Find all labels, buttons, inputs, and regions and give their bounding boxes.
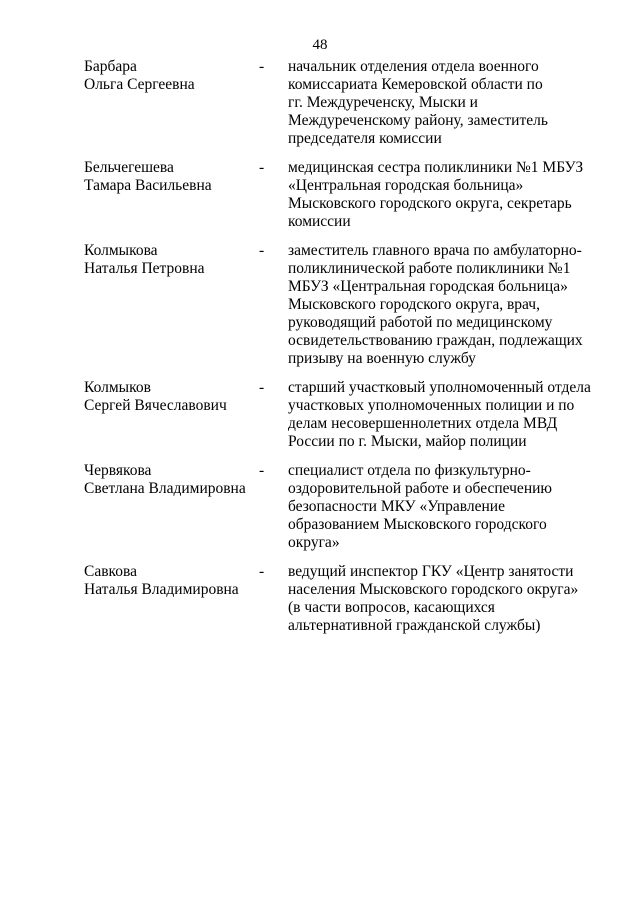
member-surname: Бельчегешева <box>84 159 174 176</box>
member-role-line: заместитель главного врача по амбулаторно- <box>288 242 582 259</box>
member-role-line: России по г. Мыски, майор полиции <box>288 433 527 450</box>
member-role-line: гг. Междуреченску, Мыски и <box>288 94 478 111</box>
member-given-names: Сергей Вячеславович <box>84 397 227 414</box>
member-role-line: начальник отделения отдела военного <box>288 58 539 75</box>
member-role <box>288 159 598 231</box>
member-role-line: округа» <box>288 534 340 551</box>
dash-separator: - <box>259 242 265 259</box>
member-surname: Барбара <box>84 58 137 75</box>
commission-members-list <box>84 58 604 646</box>
member-role-line: медицинская сестра поликлиники №1 МБУЗ <box>288 159 584 176</box>
dash-separator: - <box>259 159 265 176</box>
member-entry <box>84 462 604 552</box>
member-role-line: альтернативной гражданской службы) <box>288 617 541 634</box>
page-number: 48 <box>312 37 328 53</box>
dash-separator: - <box>259 58 265 75</box>
member-role-line: комиссариата Кемеровской области по <box>288 76 543 93</box>
member-role-line: образованием Мысковского городского <box>288 516 547 533</box>
member-given-names: Наталья Владимировна <box>84 581 239 598</box>
member-role <box>288 462 598 552</box>
member-surname: Колмыкова <box>84 242 158 259</box>
member-role-line: участковых уполномоченных полиции и по <box>288 397 575 414</box>
dash-separator: - <box>259 462 265 479</box>
member-role-line: (в части вопросов, касающихся <box>288 599 495 616</box>
member-role-line: Мысковского городского округа, врач, <box>288 296 540 313</box>
member-surname: Червякова <box>84 462 152 479</box>
member-surname: Савкова <box>84 563 138 580</box>
member-name <box>84 58 259 94</box>
member-entry <box>84 379 604 451</box>
member-role-line: делам несовершеннолетних отдела МВД <box>288 415 558 432</box>
member-name <box>84 462 259 498</box>
member-role <box>288 242 598 368</box>
member-given-names: Наталья Петровна <box>84 260 205 277</box>
member-role-line: комиссии <box>288 213 351 230</box>
member-role-line: безопасности МКУ «Управление <box>288 498 505 515</box>
member-role-line: Мысковского городского округа, секретарь <box>288 195 572 212</box>
member-surname: Колмыков <box>84 379 151 396</box>
member-role-line: Междуреченскому району, заместитель <box>288 112 548 129</box>
member-name <box>84 242 259 278</box>
member-name <box>84 379 259 415</box>
member-entry <box>84 58 604 148</box>
member-name <box>84 563 259 599</box>
dash-separator: - <box>259 379 265 396</box>
member-role-line: МБУЗ «Центральная городская больница» <box>288 278 568 295</box>
member-role-line: «Центральная городская больница» <box>288 177 524 194</box>
member-entry <box>84 242 604 368</box>
member-name <box>84 159 259 195</box>
member-role-line: призыву на военную службу <box>288 350 476 367</box>
member-role-line: оздоровительной работе и обеспечению <box>288 480 552 497</box>
member-role-line: специалист отдела по физкультурно- <box>288 462 531 479</box>
member-role <box>288 379 598 451</box>
member-given-names: Светлана Владимировна <box>84 480 246 497</box>
member-role-line: старший участковый уполномоченный отдела <box>288 379 591 396</box>
member-role-line: руководящий работой по медицинскому <box>288 314 553 331</box>
member-role-line: поликлинической работе поликлиники №1 <box>288 260 571 277</box>
member-role-line: населения Мысковского городского округа» <box>288 581 579 598</box>
member-entry <box>84 563 604 635</box>
member-entry <box>84 159 604 231</box>
member-role-line: председателя комиссии <box>288 130 442 147</box>
member-role <box>288 563 598 635</box>
member-role-line: освидетельствованию граждан, подлежащих <box>288 332 583 349</box>
member-given-names: Тамара Васильевна <box>84 177 212 194</box>
member-given-names: Ольга Сергеевна <box>84 76 195 93</box>
member-role-line: ведущий инспектор ГКУ «Центр занятости <box>288 563 574 580</box>
member-role <box>288 58 598 148</box>
dash-separator: - <box>259 563 265 580</box>
